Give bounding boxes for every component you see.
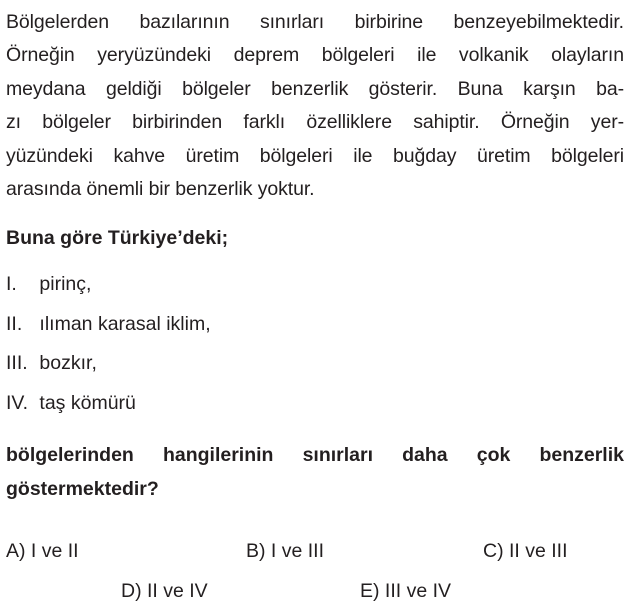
item-number: IV. — [6, 391, 29, 414]
item-text: ılıman karasal iklim, — [39, 312, 211, 335]
passage-line: Örneğin yeryüzündeki deprem bölgeleri ile volkanik olayların — [6, 44, 624, 67]
passage-line: Bölgelerden bazılarının sınırları birbirine benzeyebilmektedir. — [6, 11, 624, 33]
item-number: III. — [6, 352, 28, 375]
passage-text — [6, 0, 624, 206]
option-e[interactable]: E) III ve IV — [360, 580, 452, 602]
item-text: taş kömürü — [39, 391, 136, 414]
option-c[interactable]: C) II ve III — [483, 540, 568, 562]
item-text: pirinç, — [39, 273, 92, 296]
list-item — [6, 305, 624, 344]
passage-line: meydana geldiği bölgeler benzerlik gösterir. Buna karşın ba- — [6, 77, 624, 100]
item-number: I. — [6, 273, 17, 296]
question-stem-line: bölgelerinden hangilerinin sınırları daha çok benzerlik — [6, 444, 624, 466]
item-list — [6, 265, 624, 423]
option-a[interactable]: A) I ve II — [6, 540, 79, 562]
option-d[interactable]: D) II ve IV — [121, 580, 208, 602]
question-stem — [6, 439, 624, 506]
list-item — [6, 384, 624, 423]
question-lead: Buna göre Türkiye’deki; — [6, 227, 229, 250]
item-text: bozkır, — [39, 352, 97, 375]
passage-line: yüzündeki kahve üretim bölgeleri ile buğday üretim bölgeleri — [6, 144, 624, 167]
item-number: II. — [6, 312, 23, 335]
question-page — [6, 0, 624, 602]
list-item — [6, 265, 624, 304]
passage-line: zı bölgeler birbirinden farklı özelliklere sahiptir. Örneğin yer- — [6, 111, 624, 134]
passage-line: arasında önemli bir benzerlik yoktur. — [6, 178, 315, 201]
option-b[interactable]: B) I ve III — [246, 540, 325, 562]
list-item — [6, 344, 624, 383]
question-stem-line: göstermektedir? — [6, 477, 159, 500]
